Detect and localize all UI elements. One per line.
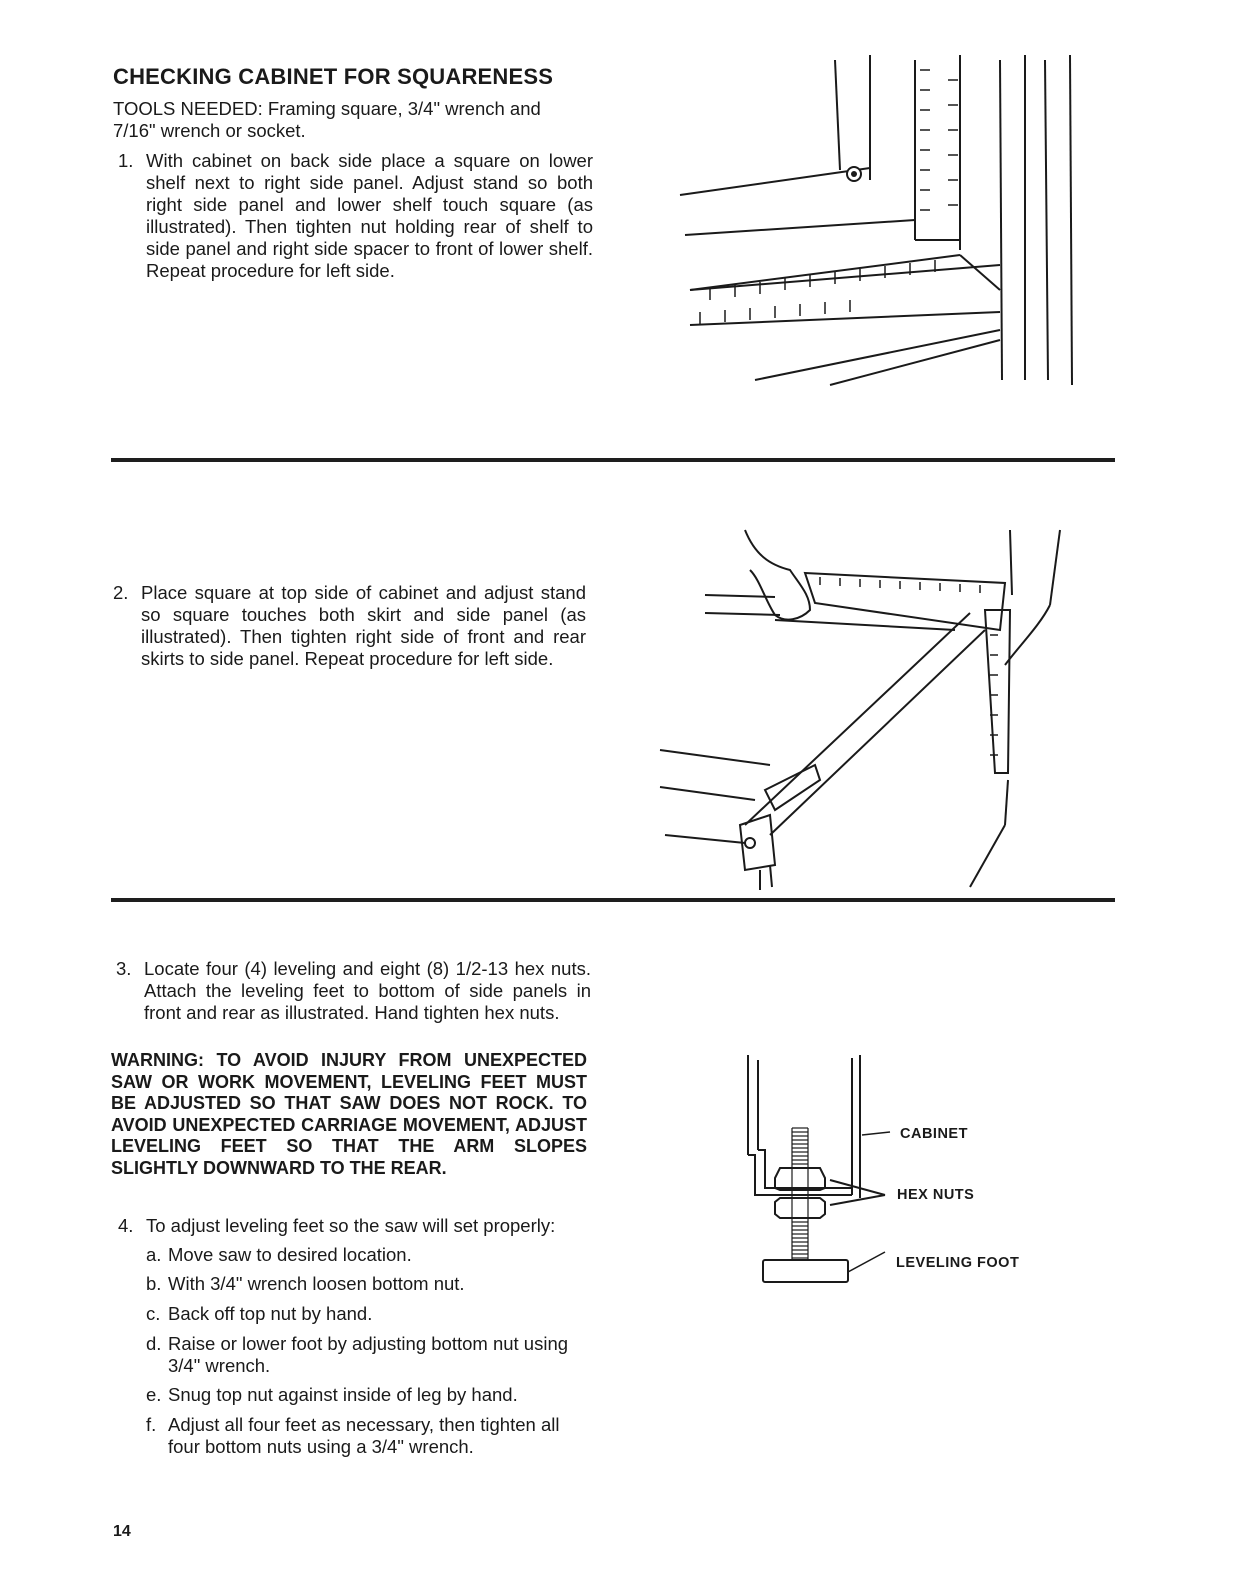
substep-f-letter: f.	[146, 1414, 157, 1435]
substep-b-letter: b.	[146, 1273, 162, 1294]
page-number: 14	[113, 1523, 131, 1540]
section-title: CHECKING CABINET FOR SQUARENESS	[113, 64, 554, 89]
step-3-number: 3.	[116, 958, 132, 979]
step-3-text: Locate four (4) leveling and eight (8) 1/2-13 hex nuts. Attach the leveling feet to bottom of side panels in front and rear as illustrated. Hand tighten hex nuts.	[144, 958, 591, 1023]
step-2-text: Place square at top side of cabinet and adjust stand so square touches both skirt and side panel (as illustrated). Then tighten right side of front and rear skirts to side panel. Repeat procedure for left side.	[141, 582, 586, 669]
leveling-foot-label: LEVELING FOOT	[896, 1255, 1020, 1271]
substep-c-letter: c.	[146, 1303, 161, 1324]
substep-f-text: Adjust all four feet as necessary, then tighten all four bottom nuts using a 3/4" wrench.	[168, 1414, 560, 1457]
substep-e-letter: e.	[146, 1384, 162, 1405]
section-divider-1	[111, 458, 1115, 462]
top-square-illustration	[660, 525, 1080, 895]
step-2-number: 2.	[113, 582, 129, 603]
leveling-foot-diagram	[740, 1050, 890, 1290]
substep-e-text: Snug top nut against inside of leg by hand.	[168, 1384, 518, 1405]
hex-nuts-label: HEX NUTS	[897, 1187, 975, 1203]
step-4-number: 4.	[118, 1215, 134, 1236]
substep-d-text: Raise or lower foot by adjusting bottom nut using 3/4" wrench.	[168, 1333, 569, 1376]
step-1-number: 1.	[118, 150, 134, 171]
step-1-text: With cabinet on back side place a square on lower shelf next to right side panel. Adjust stand so both right side panel and lower shelf touch square (as illustrated). Then tighten nut holding rear of shelf to side panel and right side spacer to front of lower shelf. Repeat procedure for left side.	[146, 150, 593, 281]
section-divider-2	[111, 898, 1115, 902]
warning-text: WARNING: TO AVOID INJURY FROM UNEXPECTED SAW OR WORK MOVEMENT, LEVELING FEET MUST BE ADJUSTED SO THAT SAW DOES NOT ROCK. TO AVOID UNEXPECTED CARRIAGE MOVEMENT, ADJUST LEVELING FEET SO THAT THE ARM SLOPES SLIGHTLY DOWNWARD TO THE REAR.	[111, 1050, 587, 1178]
cabinet-label: CABINET	[900, 1126, 968, 1142]
substep-a-letter: a.	[146, 1244, 162, 1265]
shelf-square-illustration	[680, 50, 1080, 390]
step-4-text: To adjust leveling feet so the saw will set properly:	[146, 1215, 556, 1236]
substep-d-letter: d.	[146, 1333, 162, 1354]
substep-c-text: Back off top nut by hand.	[168, 1303, 373, 1324]
substep-b-text: With 3/4" wrench loosen bottom nut.	[168, 1273, 465, 1294]
substep-a-text: Move saw to desired location.	[168, 1244, 412, 1265]
tools-needed: TOOLS NEEDED: Framing square, 3/4" wrench and 7/16" wrench or socket.	[113, 98, 541, 141]
